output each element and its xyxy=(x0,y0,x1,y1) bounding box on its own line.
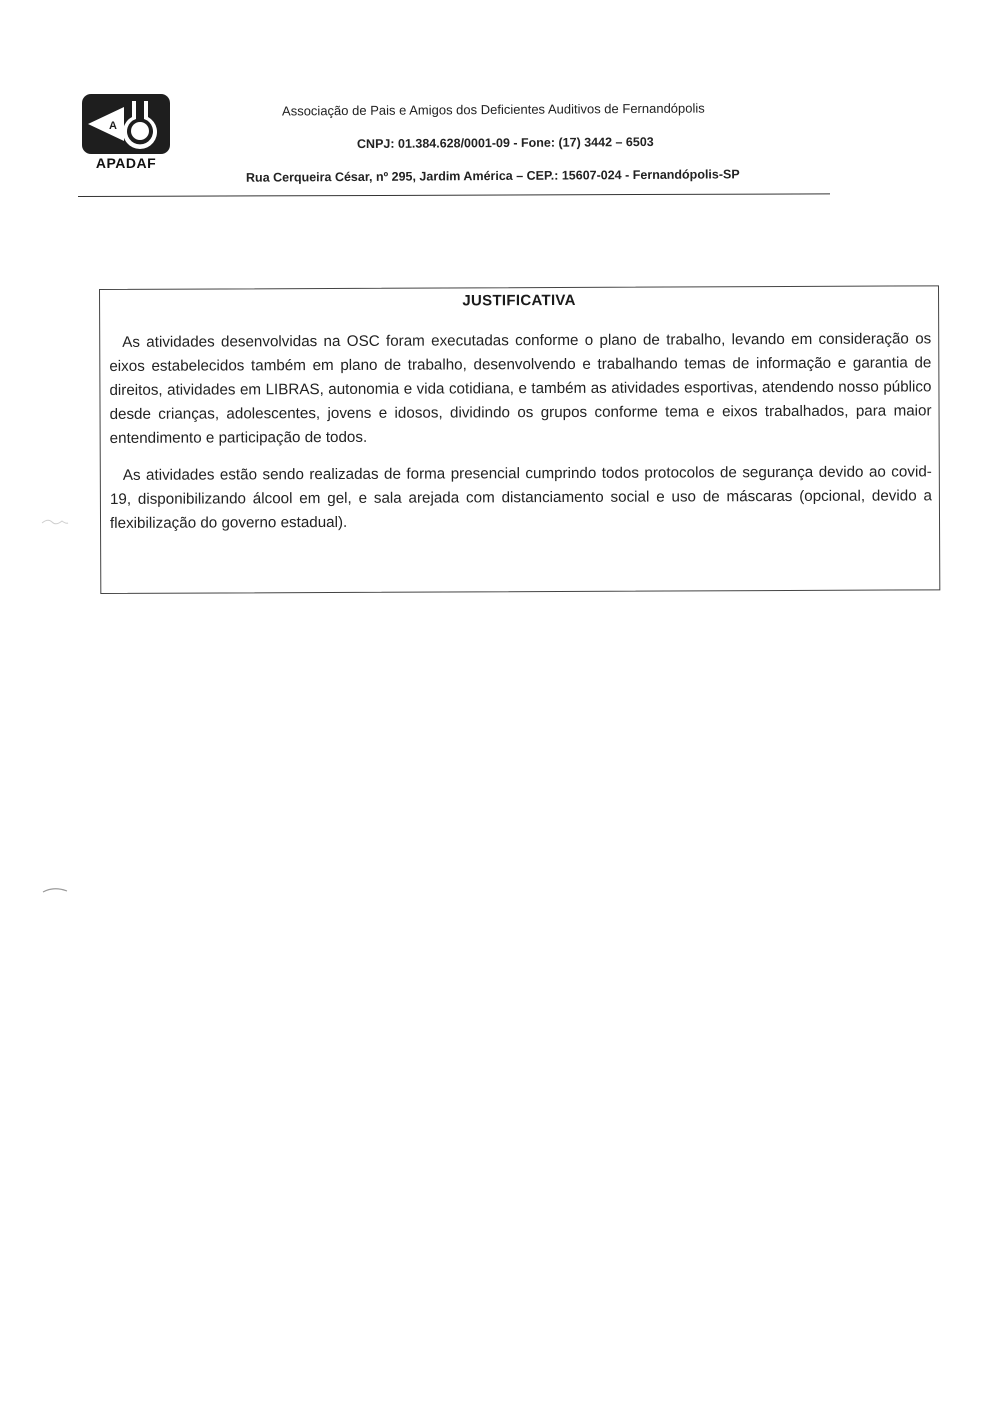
header-divider xyxy=(78,193,830,197)
justificativa-title: JUSTIFICATIVA xyxy=(462,291,576,310)
organization-name: Associação de Pais e Amigos dos Deficientes Auditivos de Fernandópolis xyxy=(281,100,705,119)
cnpj-phone: CNPJ: 01.384.628/0001-09 - Fone: (17) 3442 – 6503 xyxy=(356,134,654,152)
logo-name: APADAF xyxy=(95,155,157,171)
scan-mark xyxy=(40,515,70,529)
scan-mark xyxy=(40,884,70,896)
apadaf-logo xyxy=(80,93,172,173)
justificativa-paragraph-2: As atividades estão sendo realizadas de forma presencial cumprindo todos protocolos de segurança devido ao covid-19, disponibilizando álcool em gel, e sala arejada com distanciamento social e uso de máscaras (opcional, devido a flexibilização do governo estadual). xyxy=(109,463,932,532)
logo-letter: A xyxy=(109,120,117,132)
justificativa-paragraph-1: As atividades desenvolvidas na OSC foram executadas conforme o plano de trabalho, levando em consideração os eixos estabelecidos também em plano de trabalho, desenvolvendo e trabalhando temas de informação e garantia de direitos, atividades em LIBRAS, autonomia e vida cotidiana, e também as atividades esportivas, atendendo nosso público desde crianças, adolescentes, jovens e idosos, dividindo os grupos conforme tema e eixos trabalhados, para maior entendimento e participação de todos. xyxy=(109,330,932,447)
address: Rua Cerqueira César, nº 295, Jardim América – CEP.: 15607-024 - Fernandópolis-SP xyxy=(245,167,740,185)
justificativa-box xyxy=(99,285,940,594)
apadaf-logo-icon xyxy=(80,93,172,155)
